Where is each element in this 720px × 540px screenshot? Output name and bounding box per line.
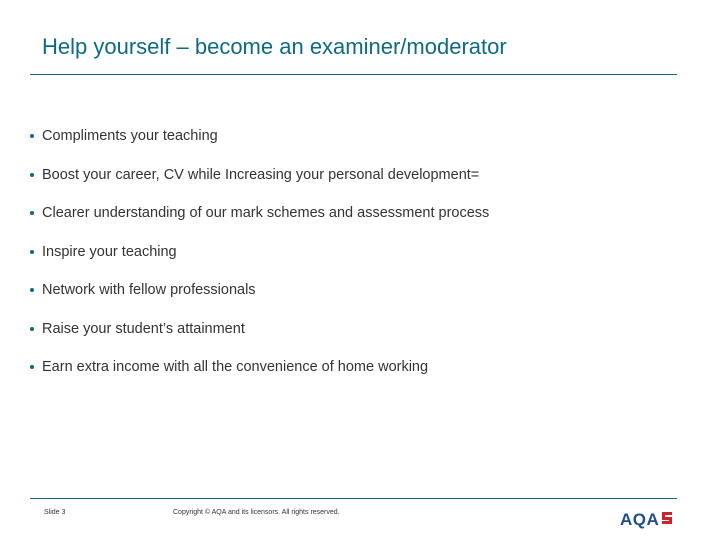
bullet-text: Raise your student’s attainment: [42, 320, 245, 337]
bullet-text: Clearer understanding of our mark schemes and assessment process: [42, 205, 490, 222]
bullet-dot-icon: [30, 288, 34, 292]
bullet-text: Compliments your teaching: [42, 128, 218, 145]
slide-title: Help yourself – become an examiner/moderator: [42, 34, 507, 59]
bullet-item: [30, 348, 489, 387]
bullet-dot-icon: [30, 365, 34, 369]
bullet-dot-icon: [30, 211, 34, 215]
bullet-item: [30, 194, 489, 233]
bullet-text: Network with fellow professionals: [42, 282, 256, 299]
aqa-logo-mark-icon: [660, 510, 674, 526]
title-divider: [30, 74, 677, 75]
bullet-text: Boost your career, CV while Increasing your personal development=: [42, 166, 480, 183]
bullet-item: [30, 310, 489, 349]
copyright-notice: Copyright © AQA and its licensors. All rights reserved.: [173, 509, 340, 516]
logo-text: AQA: [620, 510, 660, 529]
bullet-dot-icon: [30, 173, 34, 177]
bullet-item: [30, 271, 489, 310]
bullet-item: [30, 156, 489, 195]
bullet-list: [30, 117, 489, 387]
aqa-logo: [620, 511, 674, 528]
slide-number: Slide 3: [44, 509, 66, 516]
bullet-item: [30, 117, 489, 156]
bullet-dot-icon: [30, 134, 34, 138]
bullet-item: [30, 233, 489, 272]
bullet-text: Earn extra income with all the convenience of home working: [42, 359, 429, 376]
bullet-text: Inspire your teaching: [42, 243, 177, 260]
bullet-dot-icon: [30, 250, 34, 254]
bullet-dot-icon: [30, 327, 34, 331]
footer-divider: [30, 498, 677, 499]
